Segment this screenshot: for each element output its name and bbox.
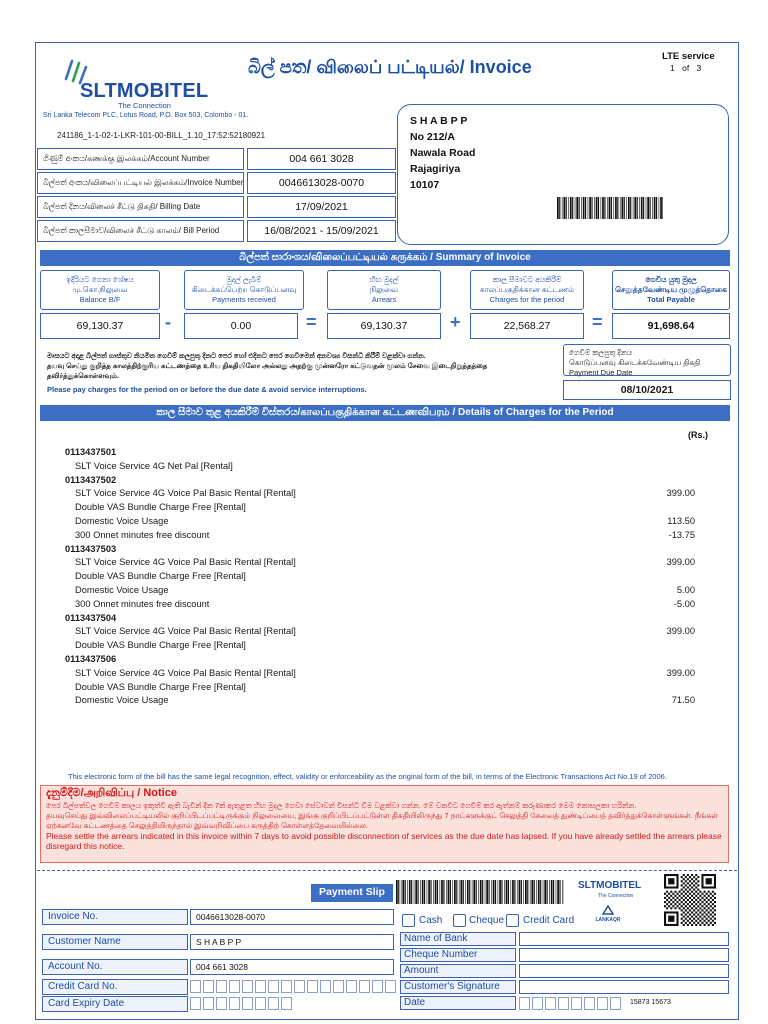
summary-header-en: Charges for the period (489, 295, 565, 304)
phone-number-row (65, 612, 695, 626)
due-date-value: 08/10/2021 (563, 380, 731, 400)
cheque-number-field[interactable] (519, 948, 729, 962)
pay-notice-si: මාසයට අදාළ බිල්පත් ගාස්තුව නියමිත ගෙවීම් කලපුතු දිනට පෙර හෝ එදිනට පෙර ගෙවීමෙන් අනවශ්‍ය විසන්ධි කිරීම් වළක්වා ගන්න. (47, 353, 426, 360)
details-title-band: කාල සීමාව තුළ අයකිරීම් විස්තරය/காலப்பகுதிக்கான கட்டணவிபரம் / Details of Charges for the Period (40, 405, 730, 421)
charge-description: SLT Voice Service 4G Voice Pal Basic Rental [Rental] (75, 667, 296, 678)
phone-number-row (65, 474, 695, 488)
card-expiry-input[interactable] (190, 997, 292, 1010)
phone-number: 0113437504 (65, 612, 117, 623)
slip-date-input[interactable] (519, 997, 621, 1010)
phone-number-row (65, 543, 695, 557)
charges-detail-list (65, 446, 695, 708)
account-number-value: 004 661 3028 (247, 148, 396, 170)
payment-qr-code (664, 874, 716, 926)
charge-description: Domestic Voice Usage (75, 515, 169, 526)
address-line: Rajagiriya (410, 163, 461, 175)
charge-row (65, 529, 695, 543)
summary-header-ta: காலப்பகுதிக்கான கட்டணம் (479, 285, 575, 294)
summary-header-en: Total Payable (647, 295, 695, 304)
charge-row (65, 639, 695, 653)
brand-tagline: The Connection (118, 101, 171, 110)
charge-description: Domestic Voice Usage (75, 584, 169, 595)
charge-description: Double VAS Bundle Charge Free [Rental] (75, 681, 246, 692)
summary-header-balance (40, 270, 160, 310)
phone-number: 0113437501 (65, 447, 117, 457)
pay-notice-ta: தயவு செய்து குறித்த காலத்திற்குரிய கட்டணத்தை உரிய திகதியிலோ அல்லது அதற்கு முன்னரோ கட்டுவதன் மூலம் சேவை இடைநிறுத்தத்தை தவிர்த்துக்கொள்ளவும். (47, 363, 488, 380)
invoice-number-value: 0046613028-0070 (247, 172, 396, 194)
charge-description: 300 Onnet minutes free discount (75, 598, 210, 609)
phone-number-row (65, 653, 695, 667)
slip-customer-value: S H A B P P (190, 934, 394, 950)
summary-header-si: කාල සීමාවට අයකිරීම් (492, 275, 562, 284)
payment-slip-title: Payment Slip (311, 884, 393, 902)
charge-row (65, 487, 695, 501)
slip-account-value: 004 661 3028 (190, 959, 394, 975)
due-label-ta: கொடுப்பனவு கிடைக்கவேண்டிய திகதி (569, 358, 701, 367)
summary-header-ta: செலுத்தவேண்டிய முழுத்தொகை (615, 285, 727, 294)
phone-number-row (65, 446, 695, 460)
cheque-label: Cheque (469, 915, 505, 926)
page-indicator: 1 of 3 (670, 63, 702, 73)
notice-text-en: Please settle the arrears indicated in this invoice within 7 days to avoid possible disconnection of services as the due date has lapsed. If you have already settled the arrears please disregard this notice. (46, 831, 722, 851)
notice-title: දැනුම්දීම/அறிவிப்பு / Notice (46, 787, 177, 799)
summary-header-payments (184, 270, 304, 310)
phone-number: 0113437502 (65, 474, 117, 485)
equals-operator: = (592, 312, 603, 332)
charge-description: SLT Voice Service 4G Voice Pal Basic Rental [Rental] (75, 488, 296, 499)
charge-row (65, 460, 695, 474)
charge-row (65, 556, 695, 570)
summary-header-si: මුදල් ලැබීම් (226, 275, 262, 284)
currency-label: (Rs.) (688, 430, 708, 440)
charge-amount: 399.00 (666, 667, 695, 678)
summary-header-en: Balance B/F (79, 295, 121, 304)
due-label-en: Payment Due Date (569, 368, 633, 377)
billing-date-label: බිල්පත් දිනය/விலைச் சீட்டு திகதி/ Billing Date (37, 196, 244, 218)
bank-name-label: Name of Bank (400, 932, 516, 946)
slip-brand-logo: SLTMOBITEL (578, 880, 642, 891)
summary-header-total (612, 270, 730, 310)
charge-amount: -5.00 (673, 598, 695, 609)
pay-notice-en: Please pay charges for the period on or before the due date & avoid service interruptions. (47, 385, 367, 394)
charges-period-value: 22,568.27 (470, 313, 584, 339)
charge-description: Double VAS Bundle Charge Free [Rental] (75, 571, 246, 582)
bill-reference: 241186_1-1-02-1-LKR-101-00-BILL_1.10_17:52:52180921 (57, 131, 266, 140)
summary-title-band: බිල්පත් සාරාංශය/விலைப்பட்டியல் சுருக்கம் / Summary of Invoice (40, 250, 730, 266)
slip-cut-line (37, 870, 737, 871)
company-address: Sri Lanka Telecom PLC, Lotus Road, P.O. Box 503, Colombo - 01. (43, 112, 249, 119)
charge-amount: 399.00 (666, 626, 695, 637)
slip-brand-tagline: The Connection (598, 893, 634, 899)
address-line: No 212/A (410, 131, 455, 143)
invoice-number-label: බිල්පත් අංකය/விலைப்பட்டியல் இலக்கம்/Invoice Number (37, 172, 244, 194)
charge-row (65, 681, 695, 695)
signature-label: Customer's Signature (400, 980, 516, 994)
charge-row (65, 570, 695, 584)
slip-customer-label: Customer Name (42, 934, 188, 950)
phone-number: 0113437503 (65, 543, 117, 554)
pay-notice-local (47, 352, 557, 382)
customer-address (410, 113, 475, 193)
charge-row (65, 501, 695, 515)
phone-number: 0113437506 (65, 653, 117, 664)
invoice-title: බිල් පත/ விலைப் பட்டியல்/ Invoice (248, 57, 532, 77)
lankaqr-icon (601, 905, 615, 915)
amount-label: Amount (400, 964, 516, 978)
notice-text (46, 801, 726, 851)
cheque-checkbox[interactable] (453, 914, 466, 927)
credit-card-label: Credit Card (523, 915, 575, 926)
charge-description: Double VAS Bundle Charge Free [Rental] (75, 502, 246, 513)
charge-amount: 5.00 (676, 584, 695, 595)
summary-header-si: ඉදිරියට ගෙනා ශේෂය (66, 275, 134, 284)
address-line: S H A B P P (410, 115, 468, 127)
total-payable-value: 91,698.64 (612, 313, 730, 339)
amount-field[interactable] (519, 964, 729, 978)
arrears-value: 69,130.37 (327, 313, 441, 339)
charge-description: SLT Voice Service 4G Voice Pal Basic Rental [Rental] (75, 557, 296, 568)
plus-operator: + (450, 312, 461, 332)
charge-description: Domestic Voice Usage (75, 695, 169, 706)
summary-header-ta: மு.கொ.நிலுவை (72, 285, 128, 294)
charge-description: 300 Onnet minutes free discount (75, 529, 210, 540)
lankaqr-label: LANKAQR (595, 917, 621, 923)
summary-header-arrears (327, 270, 441, 310)
account-number-label: ගිණුම් අංකය/கணக்கு இலக்கம்/Account Number (37, 148, 244, 170)
cash-label: Cash (419, 915, 443, 926)
balance-bf-value: 69,130.37 (40, 313, 160, 339)
charge-amount: 399.00 (666, 488, 695, 499)
equals-operator: = (306, 312, 317, 332)
credit-card-checkbox[interactable] (506, 914, 519, 927)
charge-row (65, 667, 695, 681)
bill-period-value: 16/08/2021 - 15/09/2021 (247, 220, 396, 242)
charge-amount: 399.00 (666, 557, 695, 568)
address-line: 10107 (410, 179, 440, 191)
address-barcode (557, 197, 663, 219)
summary-header-en: Payments received (212, 295, 276, 304)
charge-row (65, 598, 695, 612)
payments-received-value: 0.00 (184, 313, 298, 339)
summary-header-charges (470, 270, 584, 310)
bank-name-field[interactable] (519, 932, 729, 946)
signature-field[interactable] (519, 980, 729, 994)
lankaqr-logo (588, 905, 628, 923)
notice-text-si: පෙර බිල්පත්වල ගෙවීම් කාලය ඉකුත්වී ඇති බැවින් දින 7ක් ඇතුළත හිඟ මුදල ගෙවා සේවාවන් විසන්ධි වීම වළක්වා ගන්න. මේ වනවිට ගෙවීම් කර ඇත්නම් කරුණාකර මෙම නොසලකා හරින්න. (46, 801, 637, 810)
charge-row (65, 694, 695, 708)
charge-description: SLT Voice Service 4G Net Pal [Rental] (75, 460, 233, 471)
summary-header-en: Arrears (371, 295, 397, 304)
due-label-si: ගෙවීම් කලපුතු දිනය (569, 348, 633, 357)
bill-period-label: බිල්පත් කාලසීමාව/விலைச் சீட்டு காலம்/ Bill Period (37, 220, 244, 242)
summary-header-si: ගෙවිය යුතු මුදල (645, 275, 697, 284)
slip-footer-code: 15873 15673 (630, 999, 671, 1006)
summary-header-si: හිඟ මුදල් (369, 275, 399, 284)
credit-card-number-input[interactable] (190, 980, 396, 993)
slip-creditcard-label: Credit Card No. (42, 979, 188, 995)
cheque-number-label: Cheque Number (400, 948, 516, 962)
charge-description: SLT Voice Service 4G Voice Pal Basic Rental [Rental] (75, 626, 296, 637)
due-date-label (563, 344, 731, 376)
notice-text-ta: தயவுசெய்து இவ்விலைப்பட்டியலில் குறிப்பிடப்பட்டிருக்கும் நிலுவையை, இங்கு குறிப்பிடப்பட்டுள்ள திகதியிலிருந்து 7 நாட்களுக்குட் செலுத்தி சேவைத் துண்டிப்பைத் தவிர்த்துக்கொள்ளுங்கள். நீங்கள் ஏற்கனவே கட்டணத்தை செலுத்தியிருந்தால் இவ்வறிவிப்பை கருத்திற் கொள்ளத்தேவையில்லை. (46, 811, 718, 830)
minus-operator: - (165, 312, 171, 332)
slip-invoice-label: Invoice No. (42, 909, 188, 925)
charge-row (65, 625, 695, 639)
charge-amount: 71.50 (671, 695, 695, 706)
service-type: LTE service (662, 51, 715, 62)
slip-invoice-value: 0046613028-0070 (190, 909, 394, 925)
cash-checkbox[interactable] (402, 914, 415, 927)
slip-barcode (396, 880, 564, 904)
brand-logo-text: SLTMOBITEL (80, 80, 209, 102)
charge-description: Double VAS Bundle Charge Free [Rental] (75, 640, 246, 651)
slip-account-label: Account No. (42, 959, 188, 975)
summary-header-ta: நிலுவை (369, 285, 399, 294)
charge-row (65, 515, 695, 529)
legal-statement: This electronic form of the bill has the same legal recognition, effect, validity or enforceability as the original form of the bill, in terms of the Electronic Transactions Act No.19 of 2006. (68, 772, 667, 781)
slip-expiry-label: Card Expiry Date (42, 996, 188, 1012)
charge-row (65, 584, 695, 598)
summary-header-ta: கிடைக்கப்பெற்ற கொடுப்பனவு (191, 285, 297, 294)
slip-date-label: Date (400, 996, 516, 1010)
charge-amount: -13.75 (668, 529, 695, 540)
address-line: Nawala Road (410, 147, 476, 159)
charge-amount: 113.50 (667, 515, 695, 526)
billing-date-value: 17/09/2021 (247, 196, 396, 218)
